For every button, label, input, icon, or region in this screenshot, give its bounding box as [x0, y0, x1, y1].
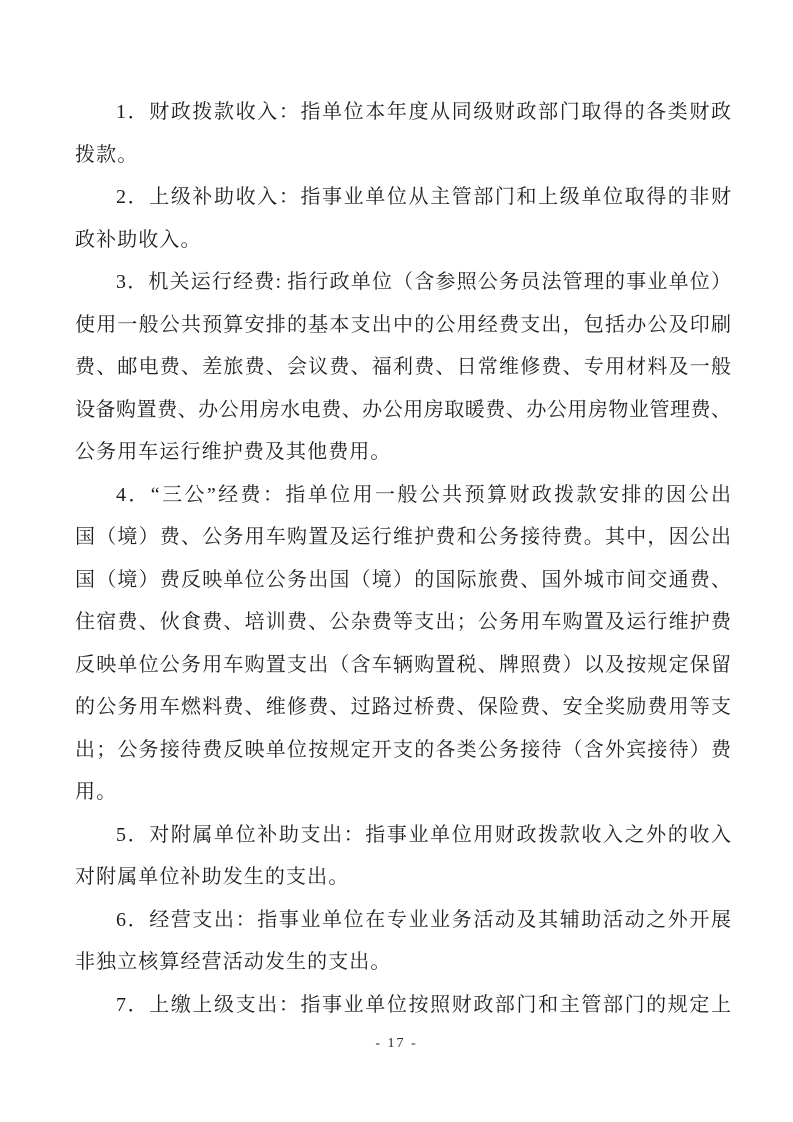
text-line: 的公务用车燃料费、维修费、过路过桥费、保险费、安全奖励费用等支: [75, 696, 731, 718]
text-line: 设备购置费、办公用房水电费、办公用房取暖费、办公用房物业管理费、: [75, 398, 731, 421]
text-line: 非独立核算经营活动发生的支出。: [75, 951, 392, 973]
text-line: 用。: [75, 781, 118, 803]
page-number: - 17 -: [375, 1036, 418, 1051]
text-line: 出；公务接待费反映单位按规定开支的各类公务接待（含外宾接待）费: [75, 738, 731, 761]
text-line: 2．上级补助收入：指事业单位从主管部门和上级单位取得的非财: [116, 186, 731, 208]
text-line: 使用一般公共预算安排的基本支出中的公用经费支出，包括办公及印刷: [75, 313, 731, 336]
text-line: 反映单位公务用车购置支出（含车辆购置税、牌照费）以及按规定保留: [75, 653, 731, 676]
text-line: 6．经营支出：指事业单位在专业业务活动及其辅助活动之外开展: [116, 908, 731, 931]
text-line: 4．“三公”经费：指单位用一般公共预算财政拨款安排的因公出: [116, 483, 731, 506]
text-line: 1．财政拨款收入：指单位本年度从同级财政部门取得的各类财政: [116, 101, 731, 123]
text-line: 住宿费、伙食费、培训费、公杂费等支出；公务用车购置及运行维护费: [75, 611, 731, 633]
text-line: 拨款。: [75, 143, 139, 166]
text-line: 对附属单位补助发生的支出。: [75, 866, 350, 888]
text-line: 费、邮电费、差旅费、会议费、福利费、日常维修费、专用材料及一般: [75, 356, 731, 378]
text-line: 政补助收入。: [75, 228, 202, 251]
document-body: [75, 91, 731, 1026]
text-line: 公务用车运行维护费及其他费用。: [75, 441, 392, 463]
text-line: 3．机关运行经费: 指行政单位（含参照公务员法管理的事业单位）: [116, 271, 731, 293]
text-line: 7．上缴上级支出：指事业单位按照财政部门和主管部门的规定上: [116, 993, 731, 1016]
text-line: 5．对附属单位补助支出：指事业单位用财政拨款收入之外的收入: [116, 823, 731, 846]
text-line: 国（境）费、公务用车购置及运行维护费和公务接待费。其中，因公出: [75, 526, 731, 548]
text-line: 国（境）费反映单位公务出国（境）的国际旅费、国外城市间交通费、: [75, 568, 731, 591]
